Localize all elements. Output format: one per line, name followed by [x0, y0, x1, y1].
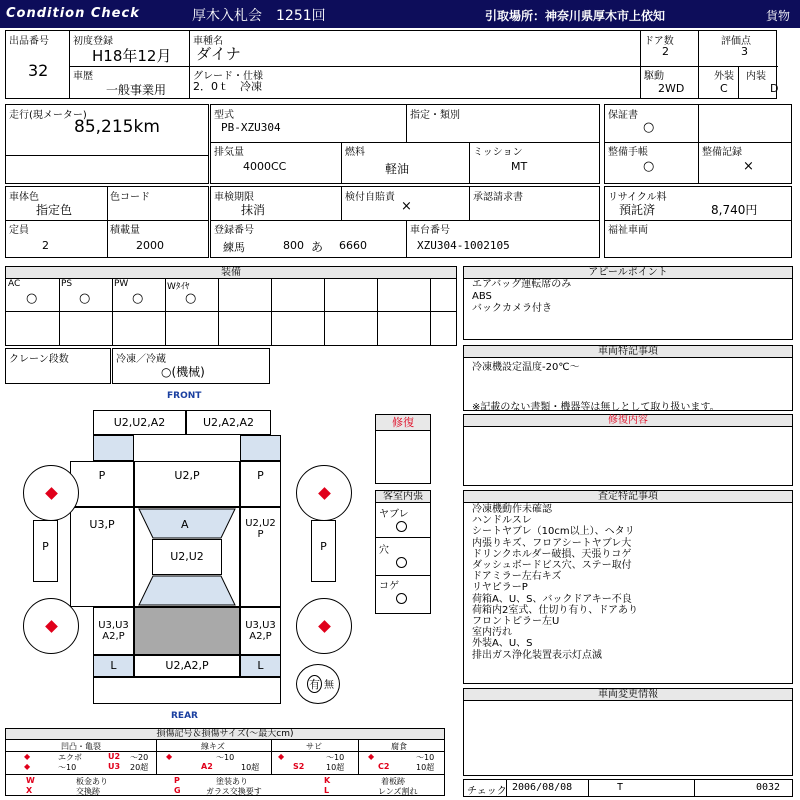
wheel-rear-right	[296, 598, 352, 654]
wheel-front-left	[23, 465, 79, 521]
legend-x-text: 交換跡	[76, 787, 100, 796]
crane-label: クレーン段数	[9, 354, 69, 365]
rear-label: REAR	[171, 711, 198, 721]
fridge-label: 冷凍／冷蔵	[116, 354, 166, 365]
fuel-label: 燃料	[345, 147, 365, 158]
legend-k: K	[324, 776, 331, 785]
crane-box	[5, 348, 111, 384]
front-label: FRONT	[167, 391, 202, 401]
legend-w: W	[26, 776, 35, 785]
drive: 2WD	[658, 82, 685, 95]
inspect-line: 荷箱A、U、S、バックドアキー不良	[472, 593, 632, 605]
selfcheck: ×	[401, 199, 412, 214]
color-box	[5, 186, 209, 258]
mirror-right: P	[311, 520, 336, 582]
capacity: 2	[42, 239, 49, 252]
legend-k-text: 着板跡	[381, 777, 405, 786]
damage-diamond-icon	[45, 620, 58, 633]
inspect-line: ダッシュボードビス穴、ステー取付	[472, 560, 632, 572]
legend-scratch: 線キズ	[201, 742, 225, 751]
inspect-title: 査定特記事項	[464, 491, 792, 503]
spec-box	[210, 104, 600, 184]
reg-area: 練馬	[223, 241, 245, 254]
panel-tailgate	[93, 677, 281, 704]
appeal-line: ABS	[472, 291, 492, 302]
repair-title: 修復内容	[464, 415, 792, 427]
legend-u2: U2	[108, 752, 121, 761]
equipment-box	[5, 266, 457, 346]
diamond-icon: ◆	[24, 752, 31, 761]
equip-ps-label: PS	[61, 279, 73, 289]
inspect-line: シートヤブレ（10cm以上）、ヘタリ	[472, 526, 635, 538]
displacement: 4000CC	[243, 160, 287, 173]
legend-l-text: レンズ割れ	[378, 787, 418, 796]
damage-diamond-icon	[45, 487, 58, 500]
damage-diamond-icon	[318, 620, 331, 633]
drive-label: 駆動	[644, 71, 664, 82]
legend-r10-dent: ～10	[58, 763, 77, 772]
inspect-line: 荷箱内2室式、仕切り有り、ドアあり	[472, 604, 639, 616]
legend-r10b: 10超	[241, 763, 260, 772]
interior: D	[770, 82, 779, 95]
fuel: 軽油	[385, 162, 410, 176]
panel-hood: U2,P	[134, 461, 240, 507]
legend-r10a: ～10	[216, 753, 235, 762]
interior-label: 内装	[746, 71, 766, 82]
legend-g-text: ガラス交換要す	[206, 787, 262, 796]
change-box	[463, 688, 793, 776]
lot-label: 出品番号	[9, 36, 49, 47]
first-reg: H18年12月	[92, 47, 172, 65]
inspection-label: 車検期限	[214, 192, 254, 203]
panel-roof: U2,U2	[152, 539, 222, 575]
warranty-box	[604, 104, 792, 184]
inspection: 抹消	[241, 203, 266, 217]
diamond-icon: ◆	[166, 752, 173, 761]
inspect-line: 排出ガス浄化装置表示灯点滅	[472, 649, 602, 661]
footer-t: T	[617, 782, 624, 793]
mission-label: ミッション	[473, 147, 523, 158]
equip-ps: ○	[79, 291, 91, 306]
legend-r10f: 10超	[416, 763, 435, 772]
pickup-location: 引取場所：神奈川県厚木市上依知	[485, 9, 666, 23]
equip-pw: ○	[132, 291, 144, 306]
score: 3	[741, 45, 748, 58]
special-title: 車両特記事項	[464, 346, 792, 358]
inspect-box	[463, 490, 793, 684]
appeal-title: アピールポイント	[464, 267, 792, 279]
spare-tire	[296, 664, 340, 704]
cabin-area	[134, 507, 240, 607]
manual-label: 整備手帳	[608, 147, 648, 158]
trim-koge-circle-icon	[396, 593, 407, 604]
interior-trim-box	[375, 490, 431, 614]
legend-ekubo: エクボ	[58, 753, 82, 762]
trim-koge-label: コゲ	[379, 581, 399, 592]
frame-label: 車台番号	[410, 225, 450, 236]
legend-a2: A2	[201, 762, 213, 771]
reg-kana: あ	[311, 240, 324, 254]
record: ×	[743, 159, 754, 174]
legend-p-text: 塗装あり	[216, 777, 248, 786]
selfcheck-label: 検付自賠責	[345, 192, 395, 203]
inspect-line: ハンドルスレ	[472, 515, 532, 527]
special-box	[463, 345, 793, 411]
legend-box	[5, 728, 445, 796]
interior-trim-title: 客室内張	[376, 491, 430, 503]
equip-pw-label: PW	[114, 279, 129, 289]
panel-rear-body	[134, 607, 240, 655]
legend-p: P	[174, 776, 180, 785]
reg-class: 800	[283, 239, 304, 252]
reg-label: 登録番号	[214, 225, 254, 236]
panel-rear-bumper: U2,A2,P	[134, 655, 240, 677]
panel-right-door: U2,U2 P	[240, 507, 281, 607]
damage-diamond-icon	[318, 487, 331, 500]
legend-l: L	[324, 786, 330, 795]
load: 2000	[136, 239, 164, 252]
trim-ana-circle-icon	[396, 557, 407, 568]
legend-r10d: 10超	[326, 763, 345, 772]
spare-none: 無	[324, 680, 334, 691]
special-line-2: ※記載のない書類・機器等は無しとして取り扱います。	[472, 402, 720, 413]
color-code-label: 色コード	[110, 192, 150, 203]
capacity-label: 定員	[9, 225, 29, 236]
legend-dent: 凹凸・亀裂	[61, 742, 101, 751]
frame: XZU304-1002105	[417, 239, 510, 252]
model: PB-XZU304	[221, 121, 281, 134]
repair-flag: 修復	[376, 415, 430, 431]
warranty-label: 保証書	[608, 110, 638, 121]
appeal-lines	[472, 279, 571, 315]
doors: 2	[662, 45, 669, 58]
legend-rust: サビ	[306, 742, 322, 751]
diamond-icon: ◆	[24, 762, 31, 771]
recycle-fee: 8,740円	[711, 203, 758, 217]
load-label: 積載量	[110, 225, 140, 236]
doors-label: ドア数	[644, 36, 674, 47]
repair-box	[463, 414, 793, 486]
color-label: 車体色	[9, 192, 39, 203]
legend-r10c: ～10	[326, 753, 345, 762]
panel-right-fender: P	[240, 461, 281, 507]
legend-r20: ～20	[130, 753, 149, 762]
mileage-box	[5, 104, 209, 184]
legend-r20b: 20超	[130, 763, 149, 772]
recycle-label: リサイクル料	[608, 192, 667, 203]
panel-rear-left: U3,U3 A2,P	[93, 607, 134, 655]
record-label: 整備記録	[702, 147, 742, 158]
legend-u3: U3	[108, 762, 121, 771]
grade-label: グレード・仕様	[193, 71, 263, 82]
trim-yabure-circle-icon	[396, 521, 407, 532]
panel-front-left: U2,U2,A2	[93, 410, 186, 435]
inspect-line: ドアミラー左右キズ	[472, 571, 562, 583]
footer-check-label: チェック	[467, 786, 507, 797]
inspect-line: リヤピラーP	[472, 582, 528, 594]
history-label: 車歴	[73, 71, 93, 82]
change-title: 車両変更情報	[464, 689, 792, 701]
car-name-label: 車種名	[193, 36, 223, 47]
category: 貨物	[766, 9, 791, 23]
inspect-line: 内張りキズ、フロアシートヤブレ大	[472, 537, 632, 549]
equip-ac-label: AC	[8, 279, 21, 289]
footer-box	[463, 779, 793, 797]
trim-ana-label: 穴	[379, 545, 389, 556]
warranty: ○	[643, 120, 655, 135]
legend-s2: S2	[293, 762, 305, 771]
equip-wtire-label: Wﾀｲﾔ	[167, 282, 190, 292]
auction-name: 厚木入札会 1251回	[192, 8, 326, 24]
exterior-label: 外装	[714, 71, 734, 82]
windshield-label: A	[181, 518, 189, 531]
appeal-line: エアバッグ運転席のみ	[472, 279, 572, 290]
lamp-rear-right: L	[240, 655, 281, 677]
header-bar	[0, 0, 800, 28]
welfare-label: 福祉車両	[608, 225, 648, 236]
top-info-block	[5, 30, 777, 99]
legend-corrosion: 腐食	[391, 742, 407, 751]
mileage: 85,215km	[74, 117, 160, 137]
inspect-line: フロントピラー左U	[472, 616, 560, 628]
first-reg-label: 初度登録	[73, 36, 113, 47]
mileage-label: 走行(現メーター)	[9, 110, 87, 121]
displacement-label: 排気量	[214, 147, 244, 158]
fridge-box	[112, 348, 270, 384]
repair-flag-box	[375, 414, 431, 484]
score-label: 評価点	[721, 36, 751, 47]
wheel-rear-left	[23, 598, 79, 654]
appeal-box	[463, 266, 793, 340]
equipment-title: 装備	[6, 267, 456, 279]
lot-number: 32	[28, 61, 49, 80]
inspect-line: 冷凍機動作未確認	[472, 504, 552, 515]
grade: 2．0ｔ 冷凍	[193, 80, 262, 93]
legend-w-text: 板金あり	[76, 777, 108, 786]
history: 一般事業用	[106, 83, 167, 97]
equip-wtire: ○	[185, 291, 197, 306]
diamond-icon: ◆	[368, 752, 375, 761]
header-title: Condition Check	[6, 6, 140, 21]
panel-left-fender: P	[70, 461, 134, 507]
recycle-box	[604, 186, 792, 258]
legend-g: G	[174, 786, 181, 795]
model-label: 型式	[214, 110, 234, 121]
mission: MT	[511, 160, 528, 173]
inspect-lines	[472, 504, 638, 661]
legend-c2: C2	[378, 762, 390, 771]
pillar-fl	[93, 435, 134, 461]
inspect-line: ドリンクホルダー破損、天張りコゲ	[472, 548, 632, 560]
inspection-box	[210, 186, 600, 258]
trim-yabure-label: ヤブレ	[379, 509, 409, 520]
diamond-icon: ◆	[278, 752, 285, 761]
inspect-line: 外装A、U、S	[472, 638, 533, 650]
mirror-left: P	[33, 520, 58, 582]
footer-date: 2006/08/08	[512, 782, 573, 793]
car-name: ダイナ	[196, 45, 241, 63]
legend-x: X	[26, 786, 33, 795]
exterior: C	[720, 82, 728, 95]
panel-front-right: U2,A2,A2	[186, 410, 271, 435]
manual: ○	[643, 159, 655, 174]
equip-ac: ○	[26, 291, 38, 306]
fridge: ○(機械)	[161, 365, 205, 379]
special-line-1: 冷凍機設定温度-20℃～	[472, 362, 580, 373]
legend-title: 損傷記号＆損傷サイズ(～最大cm)	[6, 729, 444, 740]
lamp-rear-left: L	[93, 655, 134, 677]
appeal-line: バックカメラ付き	[472, 303, 552, 314]
pillar-fr	[240, 435, 281, 461]
inspect-line: 室内汚れ	[472, 627, 512, 639]
legend-r10e: ～10	[416, 753, 435, 762]
panel-left-door: U3,P	[70, 507, 134, 607]
color: 指定色	[36, 203, 73, 217]
footer-number: 0032	[756, 782, 781, 793]
spare-yes: 有	[307, 675, 322, 693]
recycle-status: 預託済	[619, 203, 656, 217]
type-label: 指定・類別	[410, 110, 460, 121]
reg-num: 6660	[339, 239, 367, 252]
wheel-front-right	[296, 465, 352, 521]
panel-rear-right: U3,U3 A2,P	[240, 607, 281, 655]
approval-label: 承認請求書	[473, 192, 523, 203]
